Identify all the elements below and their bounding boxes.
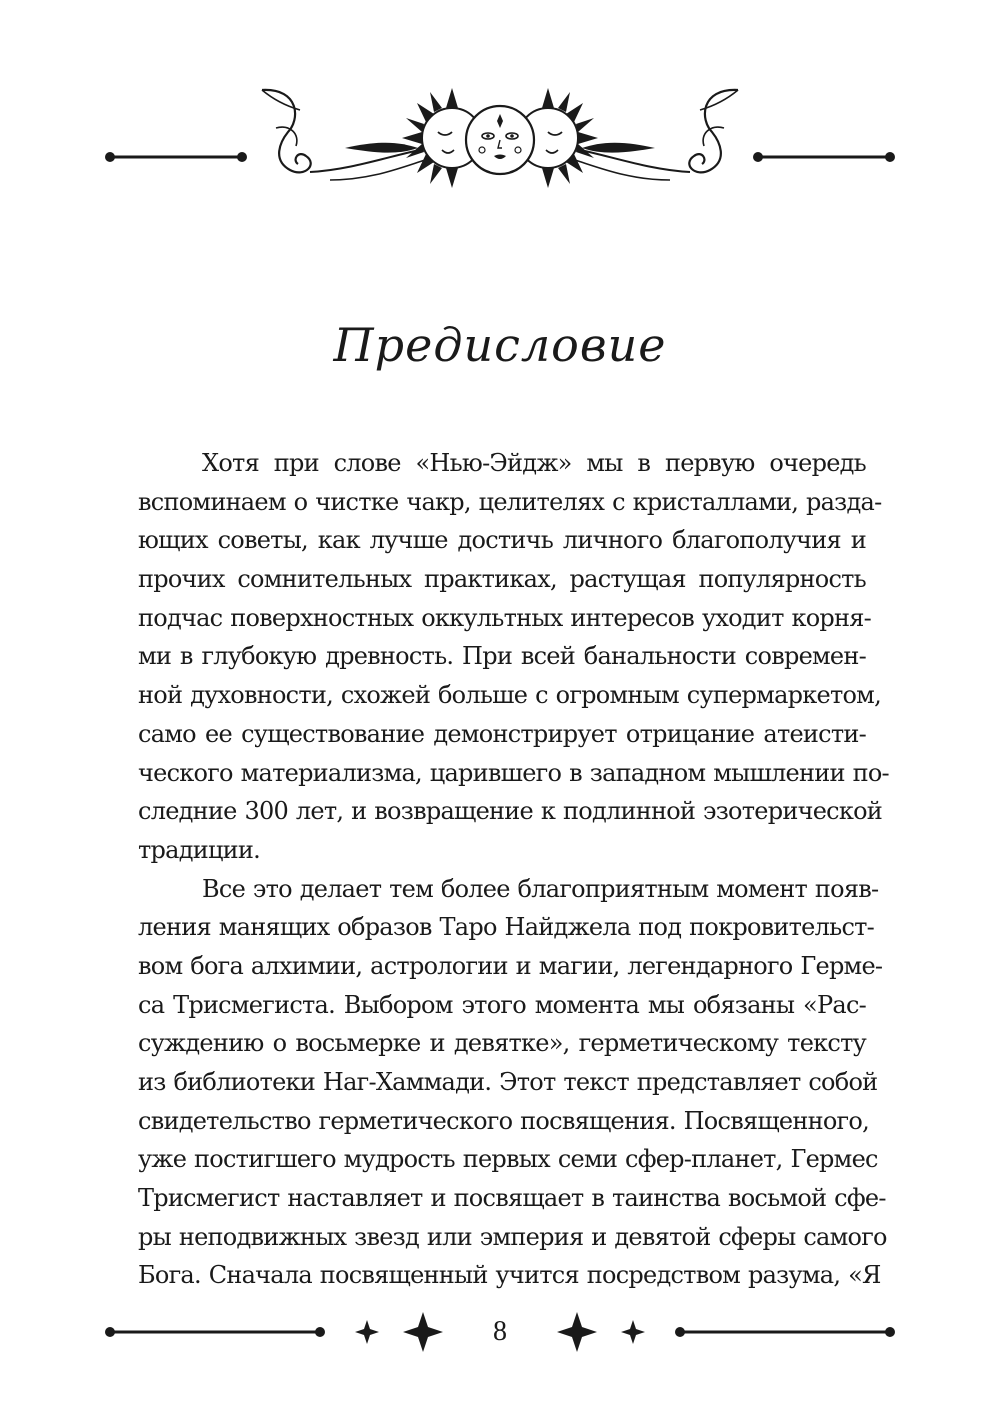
text-line: вспоминаем о чистке чакр, целителях с кристаллами, разда- — [138, 487, 882, 516]
text-line: из библиотеки Наг-Хаммади. Этот текст представляет собой — [138, 1068, 878, 1096]
page-title: Предисловие — [333, 318, 667, 372]
text-line: уже постигшего мудрость первых семи сфер-планет, Гермес — [138, 1145, 878, 1174]
text-line: ры неподвижных звезд или эмперия и девятой сферы самого — [138, 1222, 887, 1251]
text-line: прочих сомнительных практиках, растущая популярность — [138, 565, 866, 594]
body-text — [138, 444, 889, 1295]
text-line: ления манящих образов Таро Найджела под покровительст- — [138, 913, 875, 942]
text-line: традиции. — [138, 835, 261, 864]
text-line: ческого материализма, царившего в западном мышлении по- — [138, 758, 889, 787]
text-line: суждению о восьмерке и девятке», герметическому тексту — [138, 1029, 866, 1058]
text-line: само ее существование демонстрирует отрицание атеисти- — [138, 719, 866, 748]
text-line: вом бога алхимии, астрологии и магии, легендарного Герме- — [138, 951, 883, 980]
text-line: Все это делает тем более благоприятным момент появ- — [202, 874, 879, 903]
text-line: Хотя при слове «Нью-Эйдж» мы в первую очередь — [202, 449, 866, 477]
text-line: ной духовности, схожей больше с огромным супермаркетом, — [138, 681, 881, 710]
text-line: са Трисмегиста. Выбором этого момента мы обязаны «Рас- — [138, 990, 866, 1019]
text-line: Бога. Сначала посвященный учится посредством разума, «Я — [138, 1261, 881, 1290]
text-line: свидетельство герметического посвящения. Посвященного, — [138, 1106, 869, 1135]
text-line: подчас поверхностных оккультных интересов уходит корня- — [138, 603, 872, 632]
sun-and-moon-faces-icon — [0, 60, 1000, 220]
text-line: следние 300 лет, и возвращение к подлинной эзотерической — [138, 797, 883, 826]
text-line: ющих советы, как лучше достичь личного благополучия и — [138, 526, 866, 555]
page-number: 8 — [493, 1316, 507, 1347]
text-line: Трисмегист наставляет и посвящает в таинства восьмой сфе- — [138, 1184, 886, 1213]
text-line: ми в глубокую древность. При всей банальности современ- — [138, 642, 866, 671]
